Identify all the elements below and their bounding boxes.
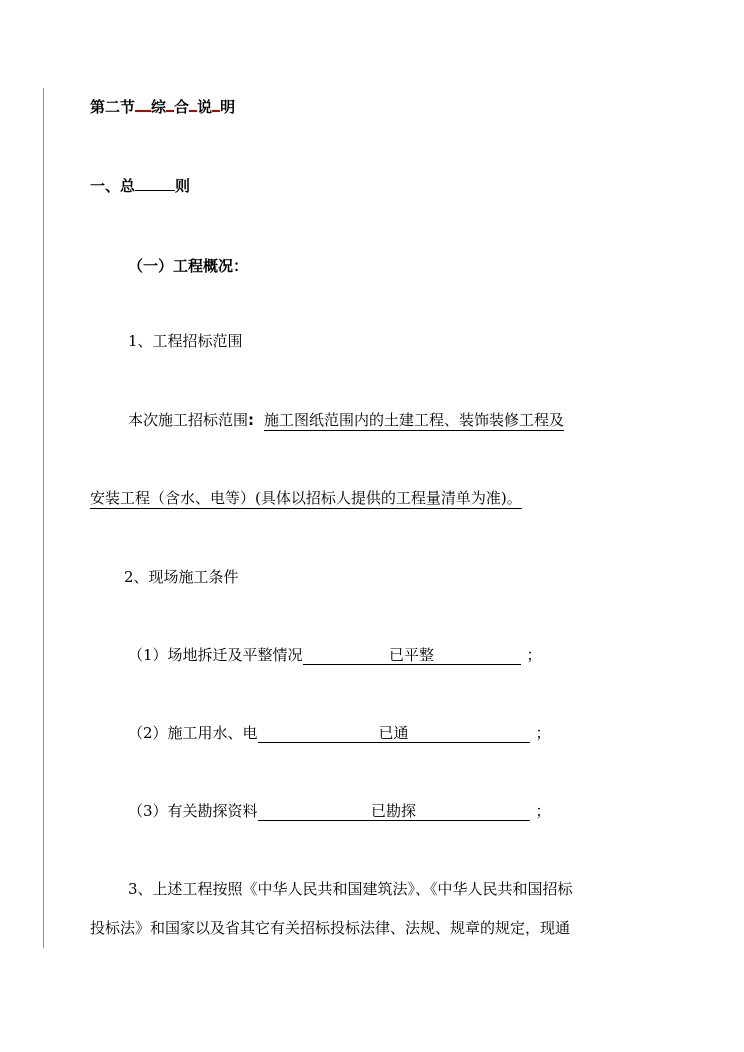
subheading: （一）工程概况： <box>128 257 249 275</box>
condition-row: （2）施工用水、电 已通 ； <box>128 724 551 742</box>
scope-line2: 安装工程（含水、电等）(具体以招标人提供的工程量清单为准)。 <box>90 489 522 507</box>
condition-value: 已勘探 <box>258 802 530 821</box>
heading-underline <box>189 98 197 112</box>
item3-line2: 投标法》和国家以及省其它有关招标投标法律、法规、规章的规定，现通 <box>90 919 571 937</box>
item3-line1: 3、上述工程按照《中华人民共和国建筑法》、《中华人民共和国招标 <box>128 880 573 898</box>
item2-title: 2、现场施工条件 <box>124 568 239 586</box>
item1-title: 1、工程招标范围 <box>128 332 243 350</box>
margin-line <box>43 88 44 948</box>
condition-value: 已通 <box>258 724 530 743</box>
section-heading: 第二节 综 合 说 明 <box>90 98 236 116</box>
heading-underline <box>166 98 174 112</box>
condition-value: 已平整 <box>303 646 521 665</box>
heading-underline <box>135 178 175 191</box>
scope-line1: 本次施工招标范围: 施工图纸范围内的土建工程、装饰装修工程及 <box>128 411 565 429</box>
general-heading: 一、总 则 <box>90 177 191 195</box>
condition-row: （1）场地拆迁及平整情况 已平整 ； <box>128 646 542 664</box>
condition-row: （3）有关勘探资料 已勘探 ； <box>128 802 551 820</box>
heading-underline <box>212 98 220 112</box>
heading-underline <box>135 98 151 112</box>
